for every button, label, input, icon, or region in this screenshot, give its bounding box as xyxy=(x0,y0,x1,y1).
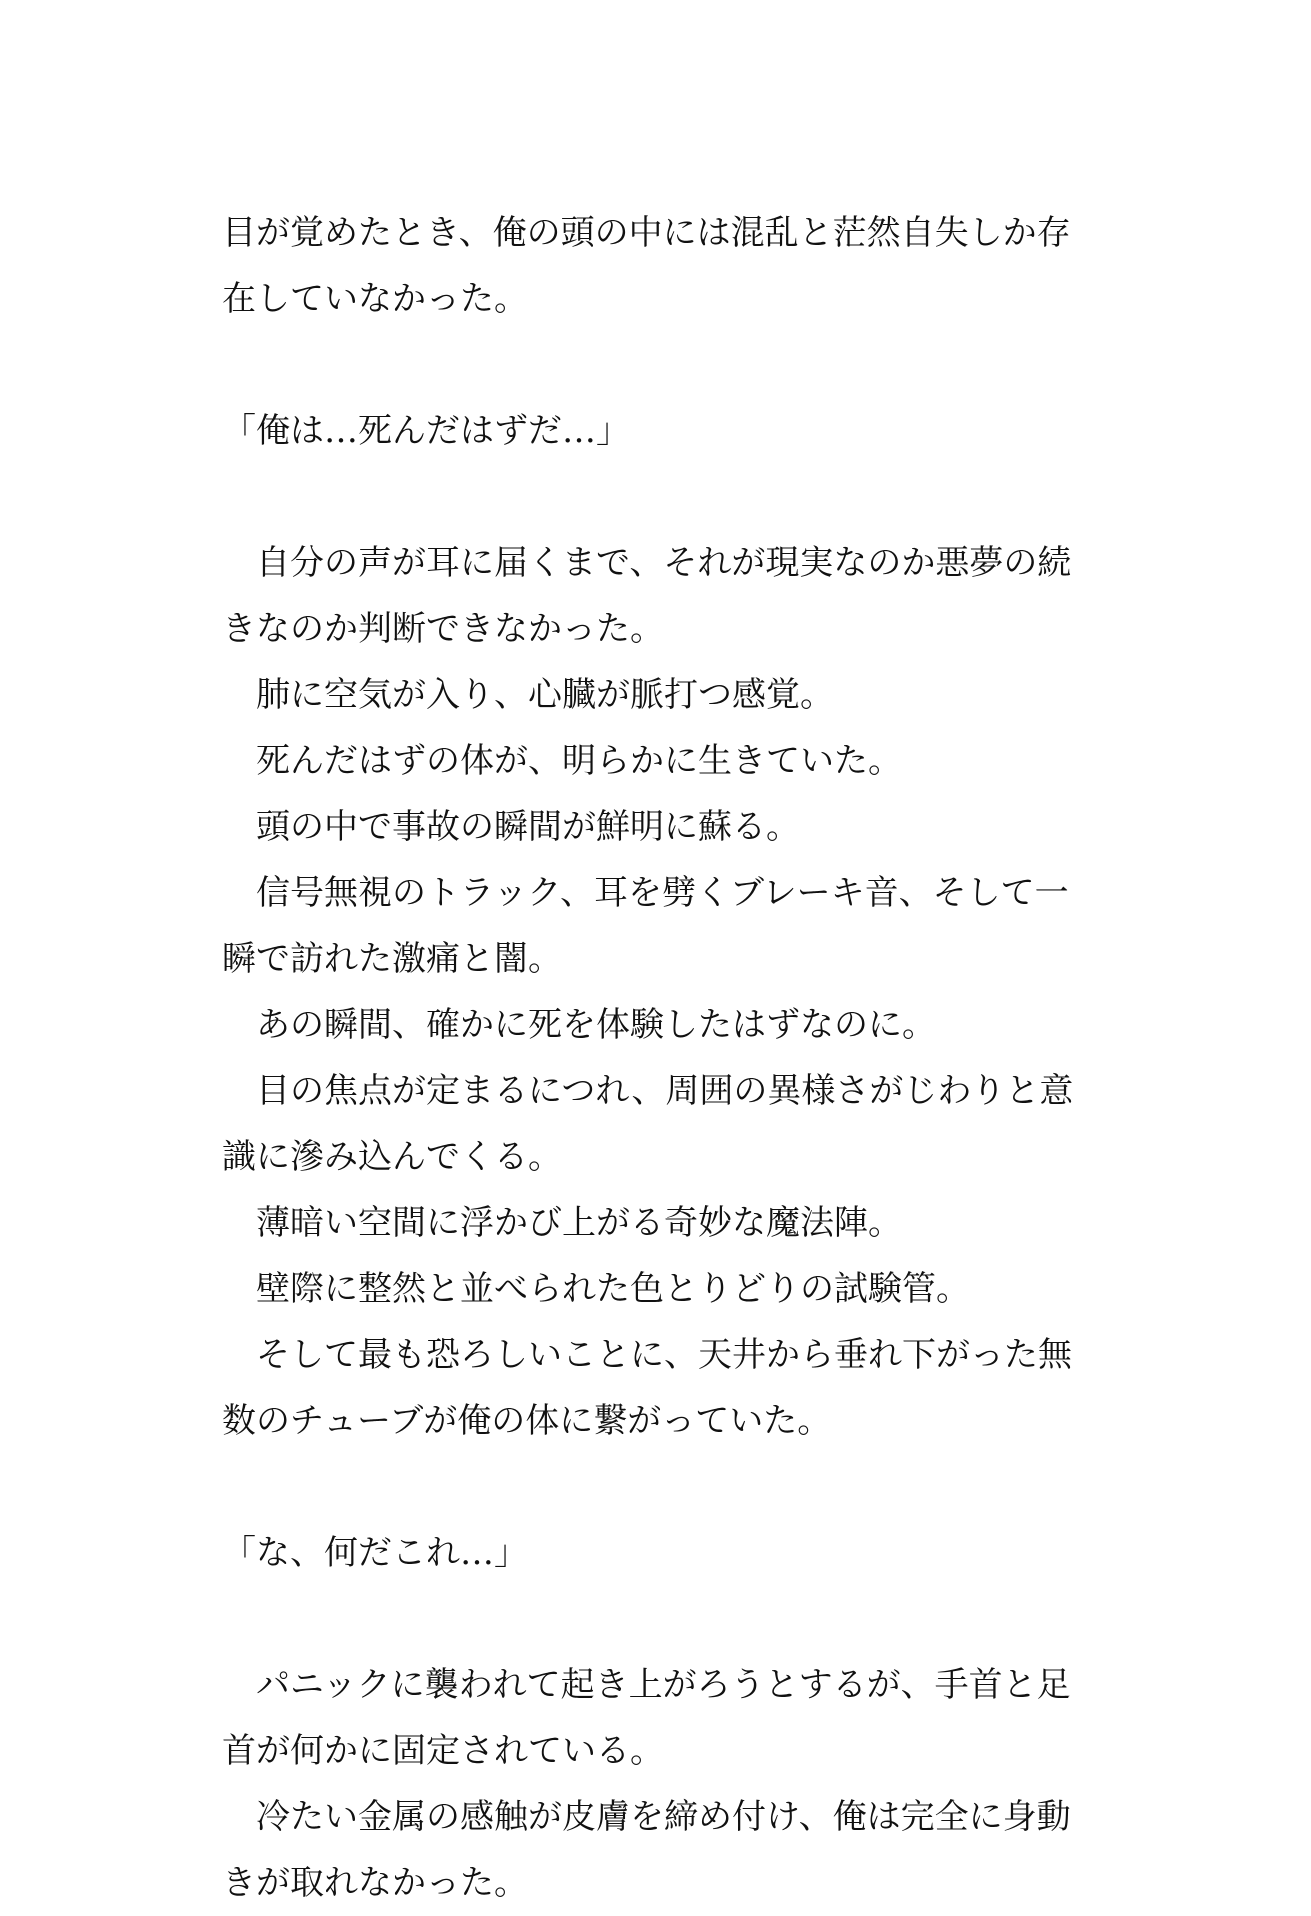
blank-line xyxy=(222,464,1102,530)
text-line: 肺に空気が入り、心臓が脈打つ感覚。 xyxy=(222,675,834,715)
text-line: そして最も恐ろしいことに、天井から垂れ下がった無 xyxy=(222,1335,1072,1375)
blank-line xyxy=(222,332,1102,398)
text-line: 冷たい金属の感触が皮膚を締め付け、俺は完全に身動 xyxy=(222,1797,1071,1837)
text-line: 死んだはずの体が、明らかに生きていた。 xyxy=(222,741,902,781)
story-text xyxy=(222,200,1102,1916)
text-line: 自分の声が耳に届くまで、それが現実なのか悪夢の続 xyxy=(222,543,1072,583)
text-line: あの瞬間、確かに死を体験したはずなのに。 xyxy=(222,1005,936,1045)
text-line: 首が何かに固定されている。 xyxy=(222,1731,664,1771)
text-line: 壁際に整然と並べられた色とりどりの試験管。 xyxy=(222,1269,970,1309)
dialogue-line: 「な、何だこれ…」 xyxy=(222,1533,528,1573)
text-line: 目が覚めたとき、俺の頭の中には混乱と茫然自失しか存 xyxy=(222,213,1071,253)
blank-line xyxy=(222,1586,1102,1652)
text-line: きなのか判断できなかった。 xyxy=(222,609,664,649)
text-line: 薄暗い空間に浮かび上がる奇妙な魔法陣。 xyxy=(222,1203,902,1243)
text-line: 瞬で訪れた激痛と闇。 xyxy=(222,939,562,979)
text-line: きが取れなかった。 xyxy=(222,1863,528,1903)
text-line: 目の焦点が定まるにつれ、周囲の異様さがじわりと意 xyxy=(222,1071,1074,1111)
blank-line xyxy=(222,1454,1102,1520)
text-line: 在していなかった。 xyxy=(222,279,528,319)
dialogue-line: 「俺は…死んだはずだ…」 xyxy=(222,411,630,451)
text-line: 数のチューブが俺の体に繋がっていた。 xyxy=(222,1401,832,1441)
text-line: 信号無視のトラック、耳を劈くブレーキ音、そして一 xyxy=(222,873,1069,913)
text-line: 識に滲み込んでくる。 xyxy=(222,1137,562,1177)
text-line: 頭の中で事故の瞬間が鮮明に蘇る。 xyxy=(222,807,800,847)
text-line: パニックに襲われて起き上がろうとするが、手首と足 xyxy=(222,1665,1071,1705)
